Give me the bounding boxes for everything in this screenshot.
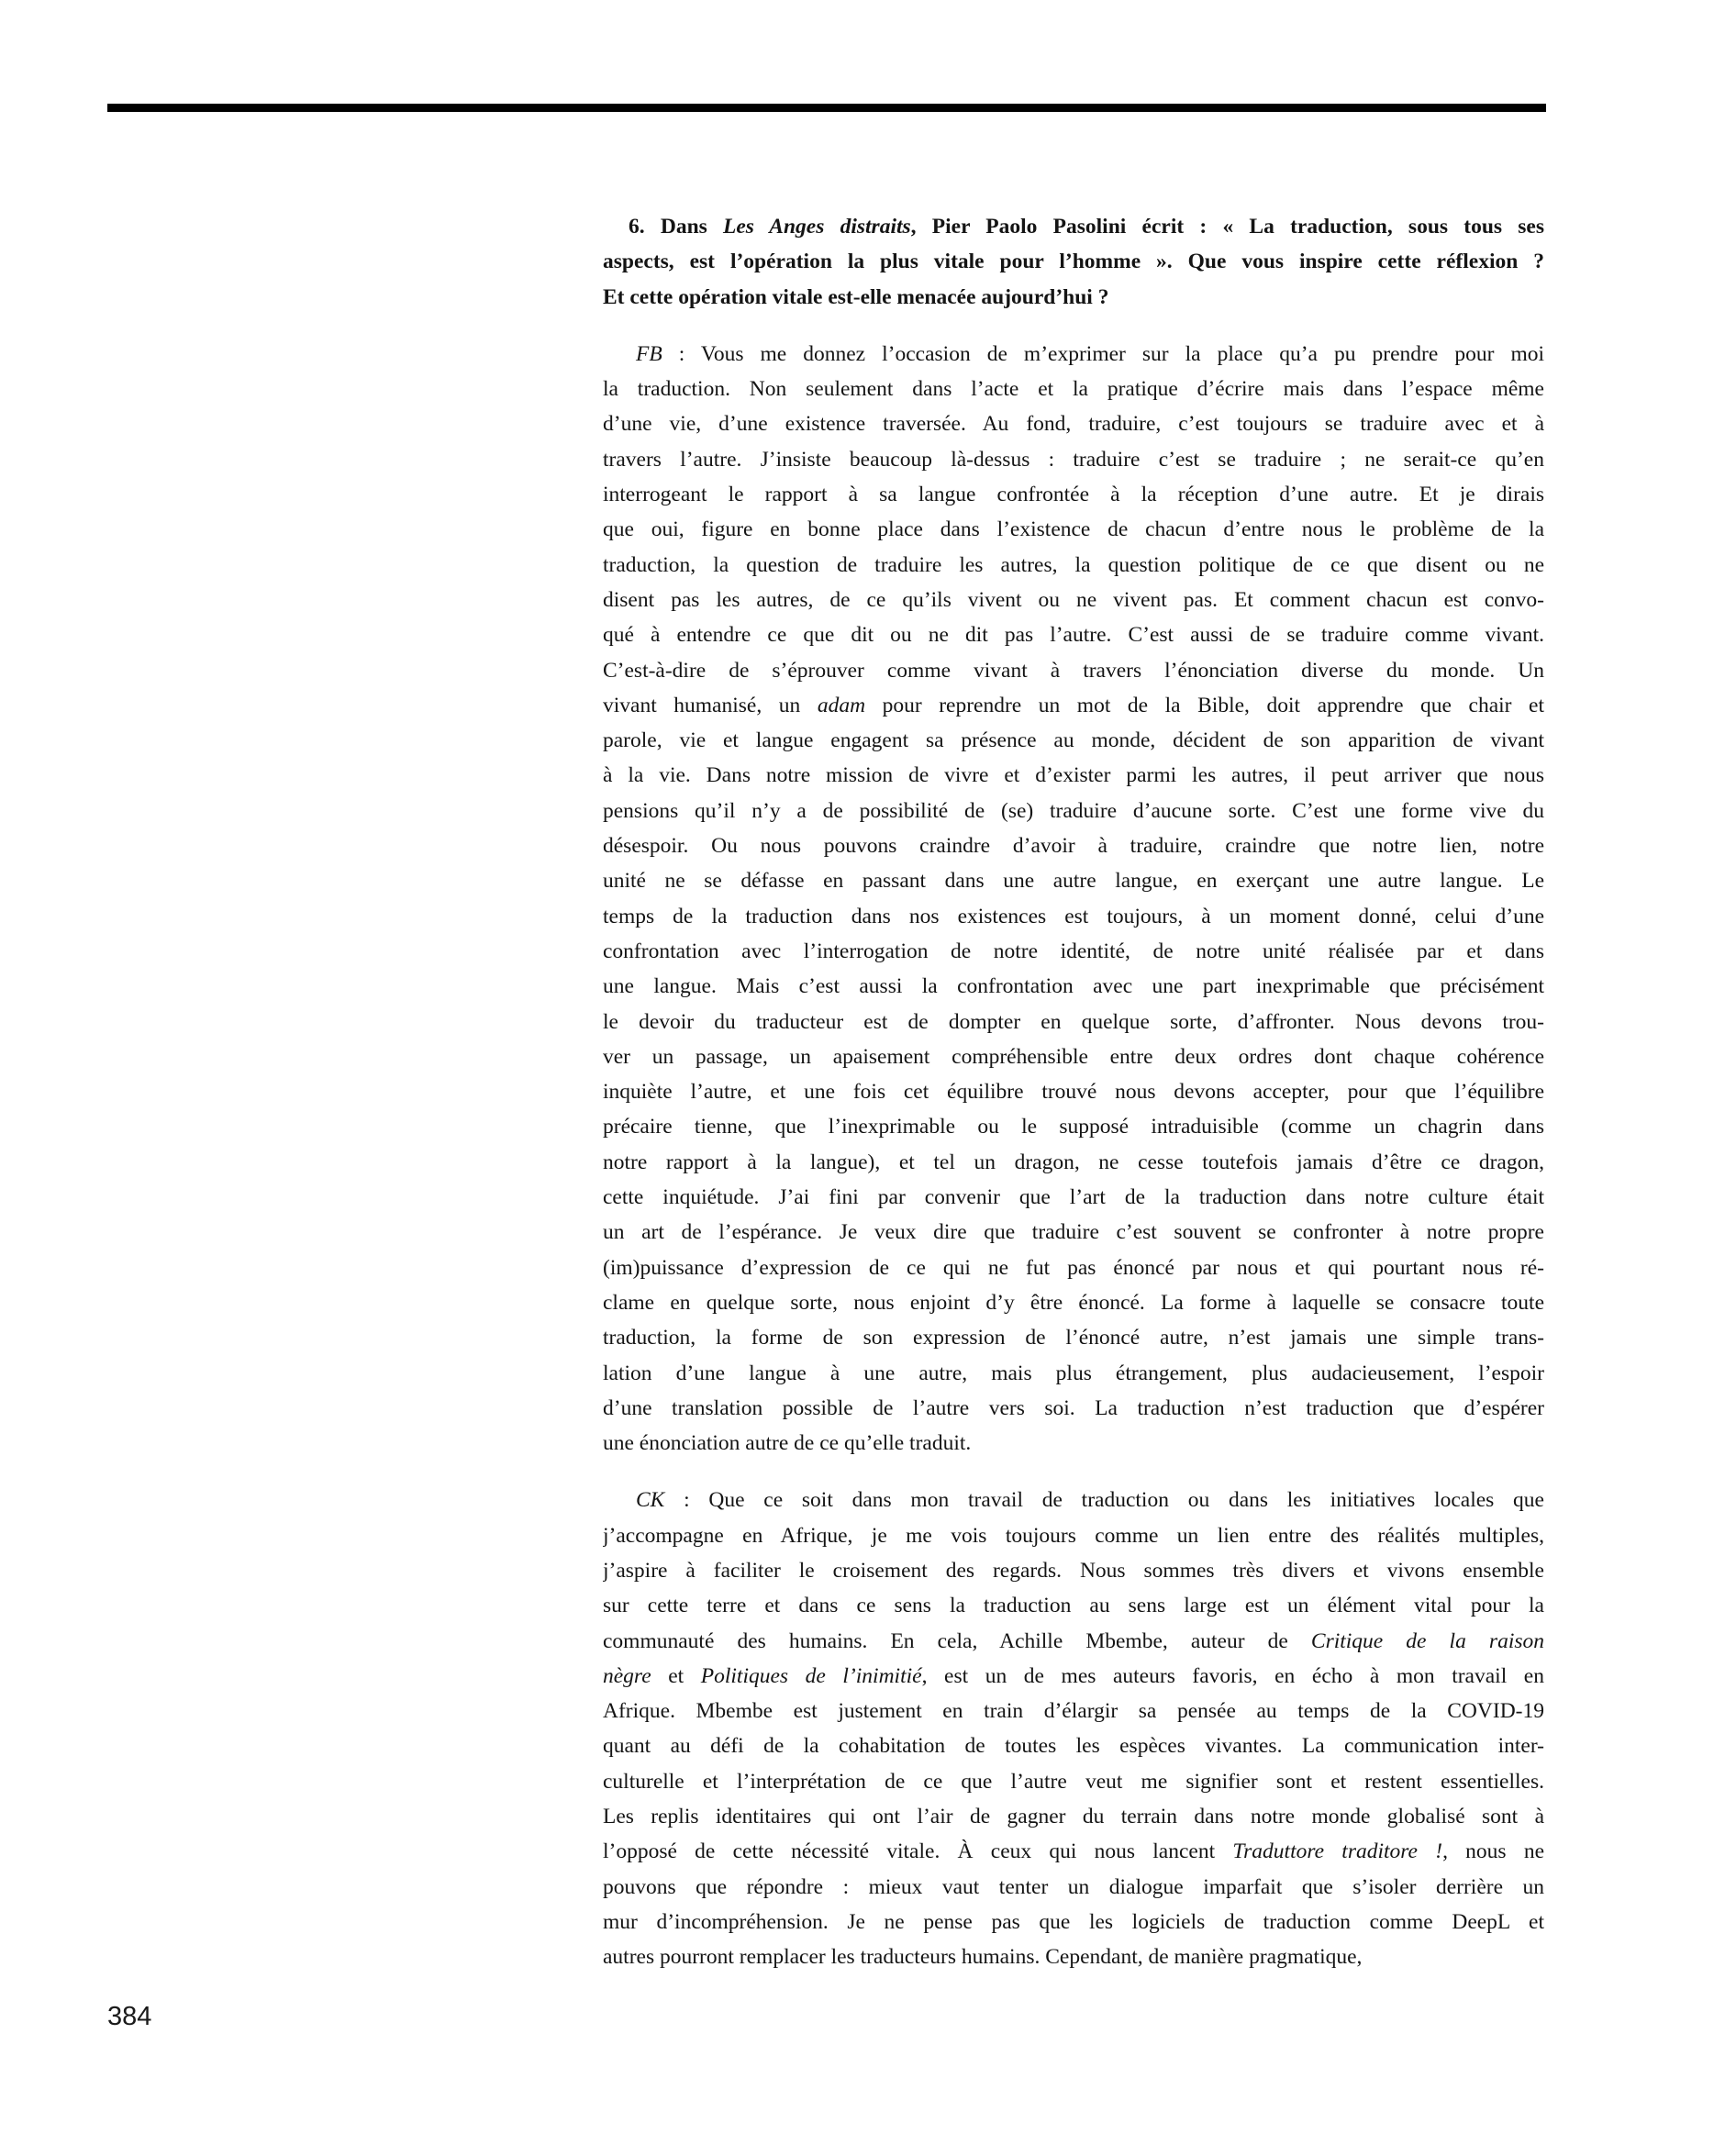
text-line	[603, 969, 1544, 1004]
text-run: clame en quelque sorte, nous enjoint d’y être énoncé. La forme à laquelle se consacre toute	[603, 1290, 1544, 1315]
text-run: (im)puissance d’expression de ce qui ne fut pas énoncé par nous et qui pourtant nous ré-	[603, 1255, 1544, 1280]
text-run: que oui, figure en bonne place dans l’existence de chacun d’entre nous le problème de la	[603, 517, 1544, 542]
text-column	[603, 209, 1544, 1975]
text-run: une langue. Mais c’est aussi la confrontation avec une part inexprimable que précisément	[603, 974, 1544, 999]
text-line	[603, 548, 1544, 583]
text-run: parole, vie et langue engagent sa présence au monde, décident de son apparition de vivant	[603, 728, 1544, 753]
italic-text: adam	[817, 693, 866, 717]
text-run: d’une vie, d’une existence traversée. Au fond, traduire, c’est toujours se traduire avec et à	[603, 412, 1544, 437]
text-run: , Pier Paolo Pasolini écrit : « La traduction, sous tous ses	[910, 215, 1544, 239]
text-run: temps de la traduction dans nos existences est toujours, à un moment donné, celui d’une	[603, 904, 1544, 928]
text-line	[603, 934, 1544, 969]
text-run: un art de l’espérance. Je veux dire que traduire c’est souvent se confronter à notre propre	[603, 1220, 1544, 1245]
text-line	[603, 1215, 1544, 1250]
text-line	[603, 758, 1544, 793]
text-line	[603, 1905, 1544, 1939]
text-line	[603, 1764, 1544, 1799]
text-line	[603, 1728, 1544, 1763]
text-line	[603, 512, 1544, 547]
text-run: quant au défi de la cohabitation de toutes les espèces vivantes. La communication inter-	[603, 1734, 1544, 1759]
text-run: mur d’incompréhension. Je ne pense pas que les logiciels de traduction comme DeepL et	[603, 1909, 1544, 1934]
text-line	[603, 337, 1544, 372]
speaker-label: CK	[636, 1488, 665, 1513]
text-run: la traduction. Non seulement dans l’acte et la pratique d’écrire mais dans l’espace même	[603, 377, 1544, 402]
text-line	[603, 723, 1544, 758]
text-line	[603, 863, 1544, 898]
text-line	[603, 1870, 1544, 1905]
book-title: nègre	[603, 1663, 651, 1688]
text-line	[603, 653, 1544, 688]
text-run: sur cette terre et dans ce sens la traduction au sens large est un élément vital pour la	[603, 1594, 1544, 1618]
text-run: j’accompagne en Afrique, je me vois toujours comme un lien entre des réalités multiples,	[603, 1523, 1544, 1548]
text-line	[603, 442, 1544, 477]
text-run: confrontation avec l’interrogation de notre identité, de notre unité réalisée par et dans	[603, 939, 1544, 963]
text-line	[603, 1145, 1544, 1180]
text-run: traduction, la question de traduire les autres, la question politique de ce que disent ou ne	[603, 552, 1544, 577]
text-run: pouvons que répondre : mieux vaut tenter un dialogue imparfait que s’isoler derrière un	[603, 1874, 1544, 1899]
text-line	[603, 406, 1544, 441]
text-run: désespoir. Ou nous pouvons craindre d’avoir à traduire, craindre que notre lien, notre	[603, 834, 1544, 859]
text-run: d’une translation possible de l’autre vers soi. La traduction n’est traduction que d’espérer	[603, 1395, 1544, 1420]
text-line	[603, 1320, 1544, 1355]
text-run: 6. Dans	[629, 215, 724, 239]
text-line	[603, 899, 1544, 934]
text-run: vivant humanisé, un	[603, 693, 818, 717]
text-line	[603, 1180, 1544, 1215]
text-line	[603, 1834, 1544, 1869]
text-run: travers l’autre. J’insiste beaucoup là-dessus : traduire c’est se traduire ; ne serait-ce qu’en	[603, 447, 1544, 472]
text-line	[603, 1624, 1544, 1659]
text-run: j’aspire à faciliter le croisement des regards. Nous sommes très divers et vivons ensemble	[603, 1558, 1544, 1583]
text-run: pour reprendre un mot de la Bible, doit apprendre que chair et	[865, 693, 1544, 717]
book-title: Politiques de l’inimitié	[700, 1663, 922, 1688]
book-title: Les Anges distraits	[723, 215, 911, 239]
text-run: : Vous me donnez l’occasion de m’exprimer sur la place qu’a pu prendre pour moi	[662, 341, 1544, 366]
text-run: et	[651, 1663, 701, 1688]
text-run: cette inquiétude. J’ai fini par convenir que l’art de la traduction dans notre culture était	[603, 1185, 1544, 1210]
text-run: C’est-à-dire de s’éprouver comme vivant à travers l’énonciation diverse du monde. Un	[603, 658, 1544, 683]
text-run: , nous ne	[1442, 1839, 1544, 1864]
text-line	[603, 1074, 1544, 1109]
text-line	[603, 617, 1544, 652]
text-line	[603, 1483, 1544, 1517]
text-line	[603, 1518, 1544, 1553]
text-line	[603, 372, 1544, 406]
text-line	[603, 1659, 1544, 1694]
top-rule	[107, 104, 1546, 112]
text-run: pensions qu’il n’y a de possibilité de (se) traduire d’aucune sorte. C’est une forme vive du	[603, 798, 1544, 823]
text-run: notre rapport à la langue), et tel un dragon, ne cesse toutefois jamais d’être ce dragon,	[603, 1150, 1544, 1174]
text-run: communauté des humains. En cela, Achille Mbembe, auteur de	[603, 1628, 1311, 1653]
text-line	[603, 1356, 1544, 1391]
text-line	[603, 1799, 1544, 1834]
text-run: traduction, la forme de son expression de l’énoncé autre, n’est jamais une simple trans-	[603, 1326, 1544, 1350]
book-title: Critique de la raison	[1310, 1628, 1544, 1653]
text-run: inquiète l’autre, et une fois cet équilibre trouvé nous devons accepter, pour que l’équilibre	[603, 1080, 1544, 1105]
text-run: unité ne se défasse en passant dans une autre langue, en exerçant une autre langue. Le	[603, 869, 1544, 894]
speaker-label: FB	[636, 341, 662, 366]
text-run: , est un de mes auteurs favoris, en écho à mon travail en	[921, 1663, 1544, 1688]
text-run: Et cette opération vitale est-elle menacée aujourd’hui ?	[603, 284, 1109, 309]
text-line	[603, 1250, 1544, 1285]
text-line	[603, 280, 1544, 315]
text-run: ver un passage, un apaisement compréhensible entre deux ordres dont chaque cohérence	[603, 1044, 1544, 1069]
text-line	[603, 1391, 1544, 1426]
text-line	[603, 828, 1544, 863]
text-run: culturelle et l’interprétation de ce que l’autre veut me signifier sont et restent essentielles.	[603, 1769, 1544, 1794]
text-line	[603, 688, 1544, 723]
text-run: disent pas les autres, de ce qu’ils vivent ou ne vivent pas. Et comment chacun est convo-	[603, 587, 1544, 612]
text-line	[603, 794, 1544, 828]
text-run: précaire tienne, que l’inexprimable ou le supposé intraduisible (comme un chagrin dans	[603, 1115, 1544, 1139]
text-line	[603, 244, 1544, 279]
text-run: lation d’une langue à une autre, mais plus étrangement, plus audacieusement, l’espoir	[603, 1361, 1544, 1385]
text-run: interrogeant le rapport à sa langue confrontée à la réception d’une autre. Et je dirais	[603, 483, 1544, 507]
answer-paragraph-ck	[603, 1483, 1544, 1974]
text-line	[603, 1588, 1544, 1623]
text-run: Les replis identitaires qui ont l’air de gagner du terrain dans notre monde globalisé sont à	[603, 1805, 1544, 1829]
text-line	[603, 1039, 1544, 1074]
interview-question	[603, 209, 1544, 315]
text-line	[603, 209, 1544, 244]
text-run: qué à entendre ce que dit ou ne dit pas l’autre. C’est aussi de se traduire comme vivant.	[603, 623, 1544, 648]
text-line	[603, 1426, 1544, 1461]
page-number: 384	[107, 2002, 152, 2031]
text-run: à la vie. Dans notre mission de vivre et d’exister parmi les autres, il peut arriver que nous	[603, 763, 1544, 788]
text-run: autres pourront remplacer les traducteurs humains. Cependant, de manière pragmatique,	[603, 1945, 1363, 1970]
text-line	[603, 1694, 1544, 1728]
answer-paragraph-fb	[603, 337, 1544, 1461]
text-line	[603, 1285, 1544, 1320]
text-line	[603, 477, 1544, 512]
text-line	[603, 1109, 1544, 1144]
text-line	[603, 583, 1544, 617]
italic-text: Traduttore traditore !	[1232, 1839, 1443, 1864]
text-run: Afrique. Mbembe est justement en train d’élargir sa pensée au temps de la COVID-19	[603, 1699, 1544, 1724]
text-line	[603, 1939, 1544, 1974]
text-run: une énonciation autre de ce qu’elle traduit.	[603, 1431, 972, 1456]
text-run: le devoir du traducteur est de dompter en quelque sorte, d’affronter. Nous devons trou-	[603, 1009, 1544, 1034]
text-line	[603, 1553, 1544, 1588]
text-run: : Que ce soit dans mon travail de traduction ou dans les initiatives locales que	[664, 1488, 1544, 1513]
text-run: l’opposé de cette nécessité vitale. À ceux qui nous lancent	[603, 1839, 1233, 1864]
text-line	[603, 1005, 1544, 1039]
text-run: aspects, est l’opération la plus vitale pour l’homme ». Que vous inspire cette réflexion ?	[603, 250, 1544, 274]
